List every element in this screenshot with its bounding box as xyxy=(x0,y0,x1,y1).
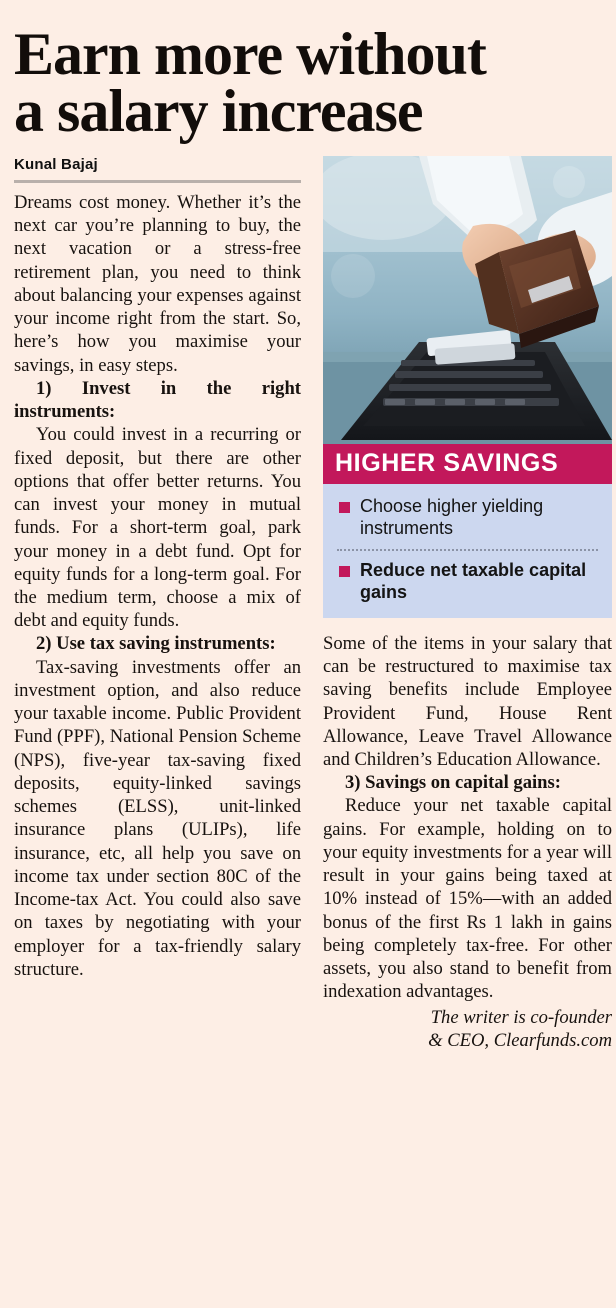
byline: Kunal Bajaj xyxy=(14,156,98,173)
infobox-bullet-2-text: Reduce net taxable capital gains xyxy=(360,559,587,602)
left-paragraph-3: Tax-saving investments offer an investment option, and also reduce your taxable income. Public Provident Fund (PPF), National Pension Scheme (NPS), five-year tax-saving fixed deposits, equity-linked savings schemes (ELSS), unit-linked insurance plans (ULIPs), life insurance, etc, all help you save on income tax under section 80C of the Income-tax Act. You could also save on taxes by negotiating with your employer for a tax-friendly salary structure. xyxy=(14,656,301,980)
photo-illustration xyxy=(323,156,612,444)
article-photo xyxy=(323,156,612,444)
left-paragraph-1: Dreams cost money. Whether it’s the next car you’re planning to buy, the next vacation or a stress-free retirement plan, you need to think about balancing your expenses against your income right from the start. So, here’s how you maximise your savings, in easy steps. xyxy=(14,192,301,376)
left-column xyxy=(14,156,301,981)
left-subhead-2 xyxy=(14,632,301,655)
infobox-body xyxy=(323,484,612,618)
right-column xyxy=(323,156,612,1052)
infobox-bullet-2 xyxy=(335,560,600,604)
right-paragraph-2: Reduce your net taxable capital gains. For example, holding on to your equity investments for a year will result in your gains being taxed at 10% instead of 15%—with an added bonus of the first Rs 1 lakh in gains being completely tax-free. For other assets, you also stand to benefit from indexation advantages. xyxy=(323,795,612,1003)
square-bullet-icon xyxy=(339,566,350,577)
page-title xyxy=(14,21,602,144)
left-subhead-1 xyxy=(14,377,301,423)
right-subhead-1-text: 3) Savings on capital gains: xyxy=(345,772,561,794)
headline-line-1: Earn more without xyxy=(14,21,486,87)
infobox-bullet-1 xyxy=(335,496,600,540)
article-columns xyxy=(14,156,612,1052)
square-bullet-icon xyxy=(339,502,350,513)
author-signoff xyxy=(323,1006,612,1052)
signoff-line-2: & CEO, Clearfunds.com xyxy=(428,1029,612,1051)
left-paragraph-2: You could invest in a recurring or fixed deposit, but there are other options that offer better returns. You can invest your money in mutual funds. For a short-term goal, park your money in a debt fund. Opt for equity funds for a long-term goal. For the medium term, choose a mix of debt and equity funds. xyxy=(14,424,301,632)
right-paragraph-1: Some of the items in your salary that can be restructured to maximise tax saving benefits include Employee Provident Fund, House Rent Allowance, Leave Travel Allowance and Children’s Education Allowance. xyxy=(323,632,612,770)
infobox-title: HIGHER SAVINGS xyxy=(323,444,612,484)
infobox-divider xyxy=(337,549,598,551)
byline-divider xyxy=(14,180,301,183)
headline-line-2: a salary increase xyxy=(14,78,423,144)
left-subhead-1-text: 1) Invest in the right instruments: xyxy=(14,377,301,423)
infobox-bullet-1-text: Choose higher yielding instruments xyxy=(360,496,544,538)
right-subhead-1 xyxy=(323,771,612,794)
signoff-line-1: The writer is co-founder xyxy=(430,1006,612,1028)
left-subhead-2-text: 2) Use tax saving instruments: xyxy=(36,633,276,655)
